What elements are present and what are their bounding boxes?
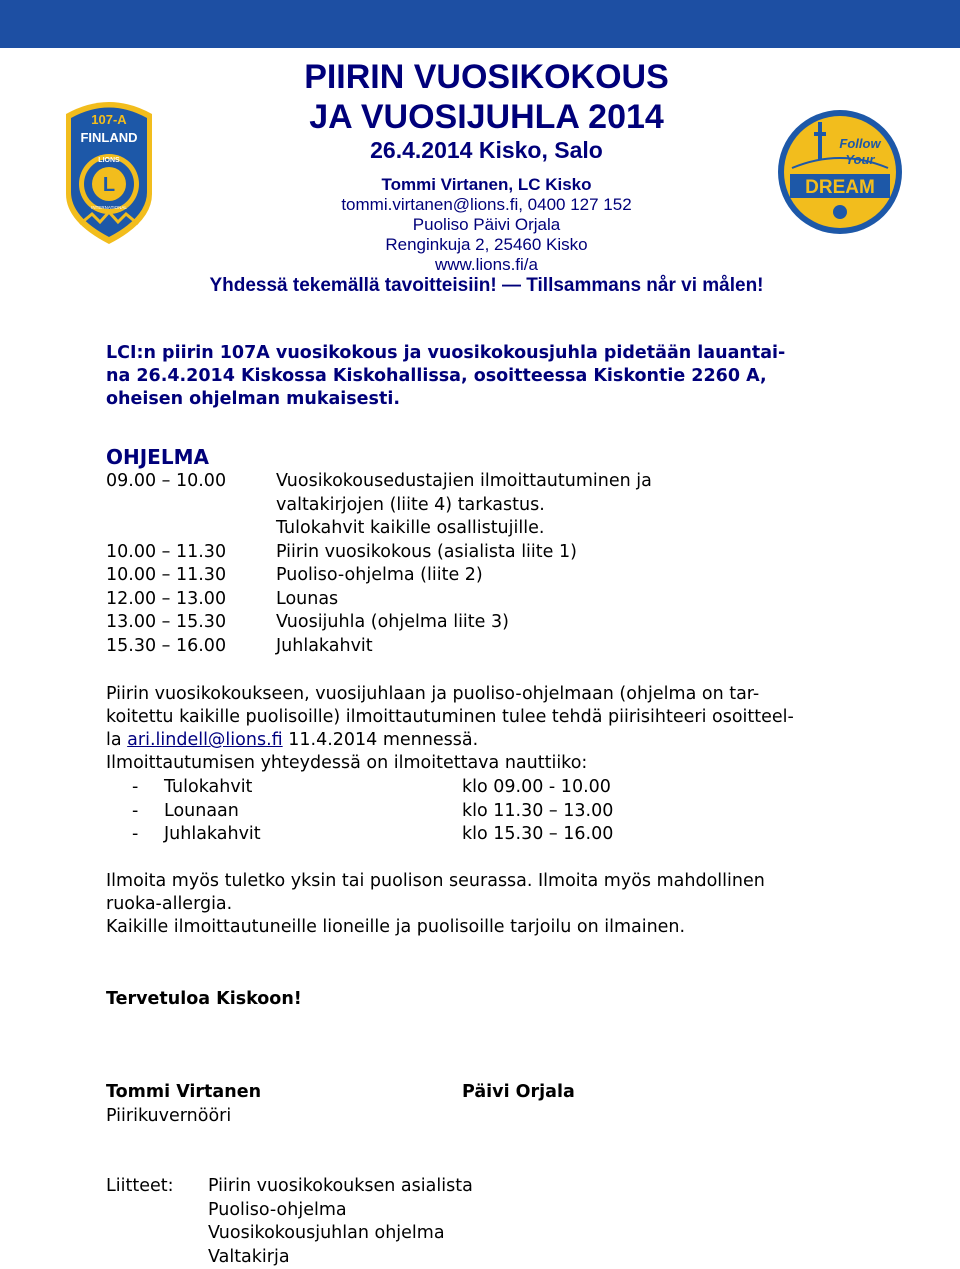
- intro-line: LCI:n piirin 107A vuosikokous ja vuosikokousjuhla pidetään lauantai-: [106, 343, 786, 363]
- logo-lions-text: LIONS: [98, 157, 120, 164]
- contact-spouse: Puoliso Päivi Orjala: [412, 215, 561, 234]
- meal-name: Lounaan: [164, 800, 239, 821]
- meal-dash: -: [132, 824, 139, 844]
- schedule-time: 09.00 – 10.00: [106, 471, 227, 491]
- schedule-row: [106, 470, 652, 541]
- slogan: Yhdessä tekemällä tavoitteisiin! — Tillsammans når vi målen!: [209, 275, 764, 296]
- schedule-desc-line: Tulokahvit kaikille osallistujille.: [276, 518, 545, 538]
- signature-title: Piirikuvernööri: [106, 1105, 232, 1126]
- schedule-desc: Juhlakahvit: [276, 635, 373, 656]
- intro-paragraph: [106, 342, 866, 411]
- schedule-desc: Puoliso-ohjelma (liite 2): [276, 565, 483, 585]
- schedule-time: 12.00 – 13.00: [106, 588, 227, 609]
- event-date-place: 26.4.2014 Kisko, Salo: [370, 137, 603, 163]
- meal-item: [132, 776, 613, 800]
- meal-time: klo 09.00 - 10.00: [462, 777, 611, 797]
- contact-name: Tommi Virtanen, LC Kisko: [381, 175, 592, 194]
- page-title-line1: PIIRIN VUOSIKOKOUS: [304, 58, 669, 96]
- schedule-time: 13.00 – 15.30: [106, 612, 227, 632]
- attachment-item: Valtakirja: [208, 1246, 290, 1267]
- page-title-line2: JA VUOSIJUHLA 2014: [309, 98, 664, 136]
- registration-line: Piirin vuosikokoukseen, vuosijuhlaan ja puoliso-ohjelmaan (ohjelma on tar-: [106, 684, 760, 704]
- secretary-email-link[interactable]: ari.lindell@lions.fi: [127, 730, 283, 750]
- schedule-time: 15.30 – 16.00: [106, 635, 227, 656]
- meal-name: Tulokahvit: [164, 777, 253, 797]
- contact-email-phone: tommi.virtanen@lions.fi, 0400 127 152: [341, 195, 632, 214]
- registration-line: Ilmoittautumisen yhteydessä on ilmoitettava nauttiiko:: [106, 753, 588, 773]
- meal-dash: -: [132, 800, 139, 821]
- meal-time: klo 15.30 – 16.00: [462, 824, 614, 844]
- schedule-row: [106, 611, 652, 635]
- welcome-text: Tervetuloa Kiskoon!: [106, 989, 302, 1009]
- registration-prefix: la: [106, 730, 122, 750]
- program-heading: OHJELMA: [106, 445, 209, 469]
- intro-line: oheisen ohjelman mukaisesti.: [106, 389, 400, 409]
- meal-item: [132, 800, 613, 824]
- schedule-desc: Piirin vuosikokous (asialista liite 1): [276, 541, 577, 562]
- attachments-label: Liitteet:: [106, 1176, 174, 1196]
- attachment-item: Puoliso-ohjelma: [208, 1199, 347, 1220]
- lions-107a-finland-logo: [58, 96, 160, 246]
- logo-finland-text: FINLAND: [80, 130, 138, 145]
- contact-website: www.lions.fi/a: [435, 255, 538, 274]
- signature-left: [106, 1081, 261, 1128]
- schedule-desc-line: Vuosikokousedustajien ilmoittautuminen ja: [276, 471, 652, 491]
- signature-name: Tommi Virtanen: [106, 1082, 262, 1102]
- meal-name: Juhlakahvit: [164, 824, 261, 844]
- signature-right: [462, 1081, 575, 1105]
- schedule-desc: Vuosijuhla (ohjelma liite 3): [276, 612, 509, 632]
- dream-logo-follow: Follow: [839, 136, 881, 151]
- schedule-row: [106, 635, 652, 659]
- registration-paragraph: [106, 683, 866, 775]
- logo-l-letter: L: [102, 174, 116, 196]
- attachments: [106, 1175, 473, 1269]
- schedule-row: [106, 564, 652, 588]
- schedule-desc-line: valtakirjojen (liite 4) tarkastus.: [276, 494, 545, 515]
- logo-international-text: INTERNATIONAL: [91, 205, 127, 210]
- registration-line: [106, 729, 866, 752]
- meal-list: [132, 776, 613, 847]
- attachments-list: [208, 1175, 473, 1269]
- top-blue-bar: [0, 0, 960, 48]
- meal-dash: -: [132, 777, 139, 797]
- signature-name: Päivi Orjala: [462, 1082, 575, 1102]
- schedule-row: [106, 541, 652, 565]
- intro-line: na 26.4.2014 Kiskossa Kiskohallissa, osoitteessa Kiskontie 2260 A,: [106, 366, 767, 386]
- program-schedule: [106, 470, 652, 658]
- attachment-item: Vuosikokousjuhlan ohjelma: [208, 1223, 445, 1243]
- schedule-desc: [276, 470, 652, 541]
- notes-line: ruoka-allergia.: [106, 894, 233, 914]
- dream-logo-dream: DREAM: [805, 177, 875, 198]
- schedule-row: [106, 588, 652, 612]
- schedule-time: 10.00 – 11.30: [106, 541, 227, 562]
- logo-107a-text: 107-A: [91, 112, 127, 127]
- attachment-item: Piirin vuosikokouksen asialista: [208, 1176, 473, 1196]
- meal-time: klo 11.30 – 13.00: [462, 800, 614, 821]
- meal-item: [132, 823, 613, 847]
- schedule-desc: Lounas: [276, 588, 339, 609]
- notes-line: Kaikille ilmoittautuneille lioneille ja puolisoille tarjoilu on ilmainen.: [106, 917, 686, 937]
- contact-address: Renginkuja 2, 25460 Kisko: [385, 235, 588, 254]
- schedule-time: 10.00 – 11.30: [106, 565, 227, 585]
- registration-deadline: 11.4.2014 mennessä.: [288, 730, 479, 750]
- registration-line: koitettu kaikille puolisoille) ilmoittautuminen tulee tehdä piirisihteeri osoitteel-: [106, 707, 794, 727]
- dream-logo-your: Your: [845, 152, 875, 167]
- notes-line: Ilmoita myös tuletko yksin tai puolison seurassa. Ilmoita myös mahdollinen: [106, 871, 765, 891]
- notes-paragraph: [106, 870, 866, 939]
